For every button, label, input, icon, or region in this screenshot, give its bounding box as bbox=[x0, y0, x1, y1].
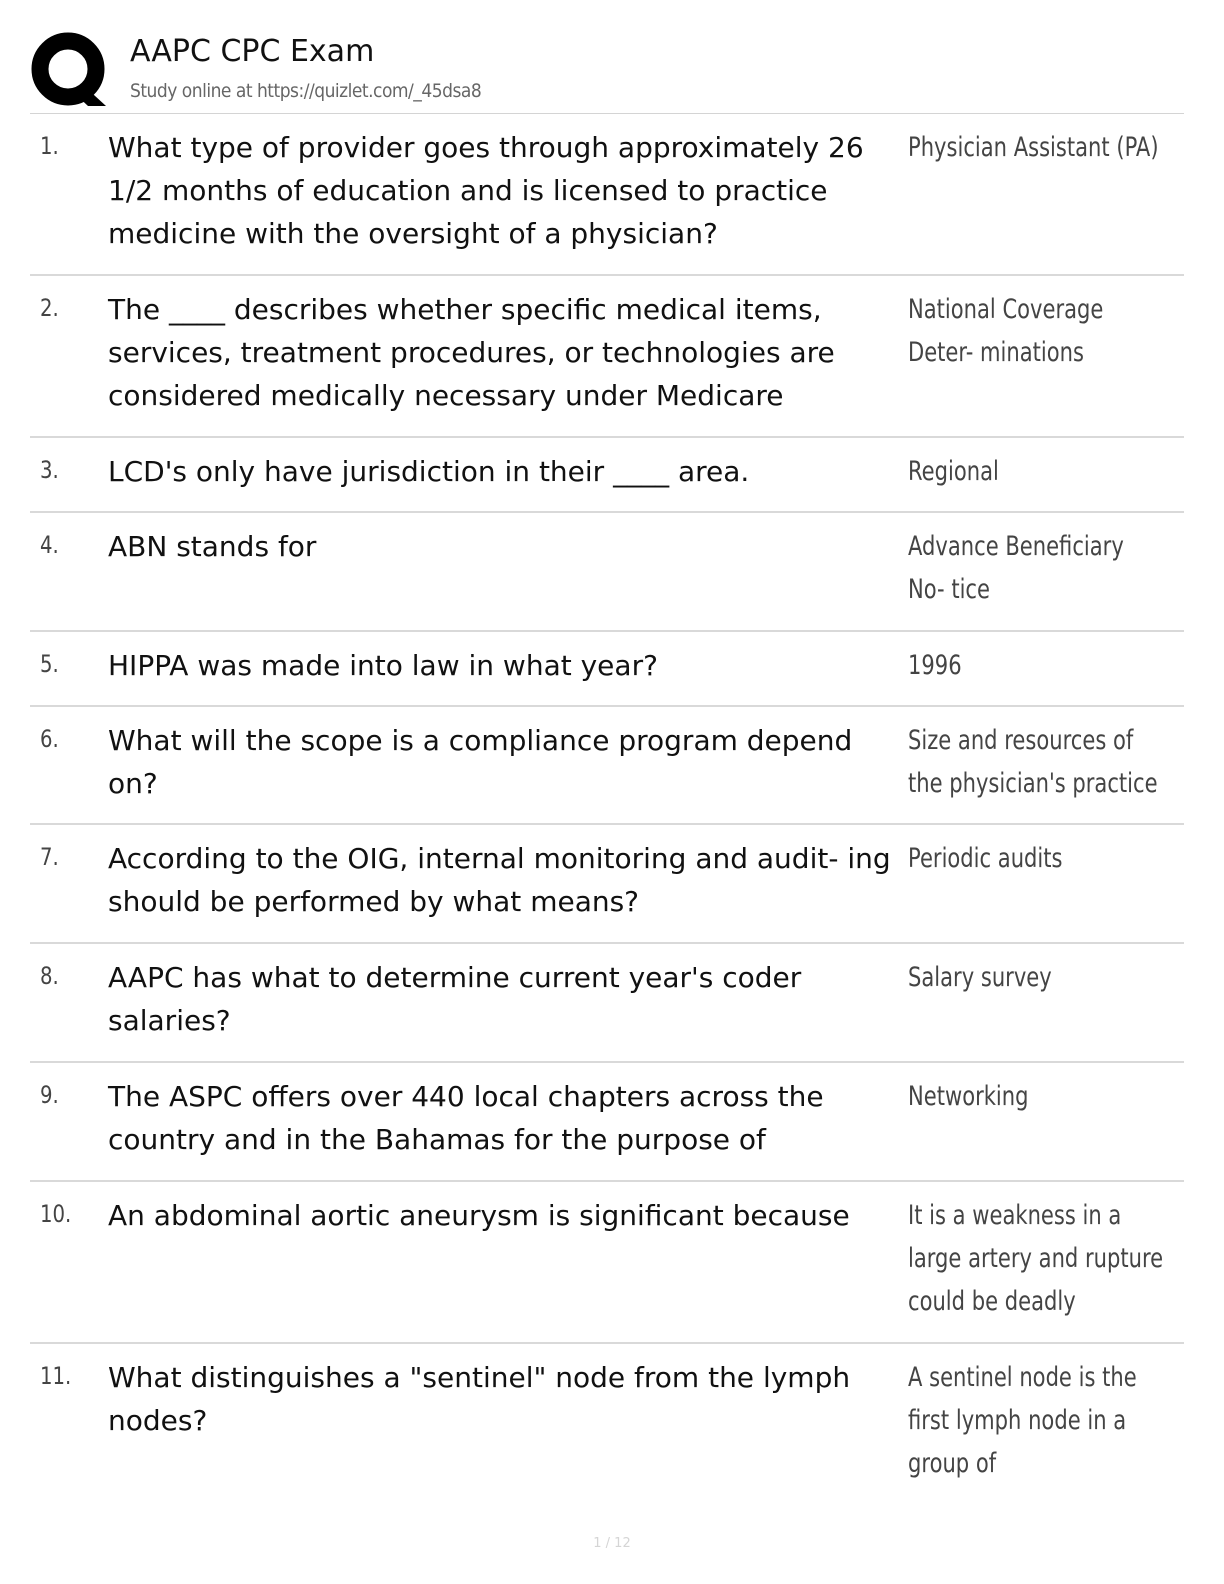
card-term: What type of provider goes through approximately 26 1/2 months of education and is licensed to practice medicine with the oversight of a physician? bbox=[108, 131, 864, 250]
card-number: 4. bbox=[40, 531, 59, 559]
document-header bbox=[30, 28, 1184, 112]
card-definition: Periodic audits bbox=[908, 843, 1063, 874]
card-number: 1. bbox=[40, 132, 59, 160]
card-term: ABN stands for bbox=[108, 530, 317, 563]
card-term: The ____ describes whether specific medical items, services, treatment procedures, or technologies are considered medically necessary under Medicare bbox=[108, 293, 835, 412]
card-number: 3. bbox=[40, 456, 59, 484]
card-definition: It is a weakness in a large artery and rupture could be deadly bbox=[908, 1200, 1164, 1317]
card-number: 11. bbox=[40, 1362, 72, 1390]
flashcard-row bbox=[30, 513, 1184, 632]
page-number: 1 / 12 bbox=[593, 1536, 631, 1551]
document-title: AAPC CPC Exam bbox=[130, 34, 375, 69]
card-definition: Advance Beneficiary No- tice bbox=[908, 531, 1124, 605]
flashcard-row bbox=[30, 825, 1184, 944]
flashcard-row bbox=[30, 114, 1184, 276]
card-definition: 1996 bbox=[908, 650, 962, 681]
card-term: According to the OIG, internal monitoring and audit- ing should be performed by what means? bbox=[108, 842, 891, 918]
study-online-link[interactable]: Study online at https://quizlet.com/_45dsa8 bbox=[130, 80, 482, 102]
card-definition: Size and resources of the physician's practice bbox=[908, 725, 1158, 799]
card-number: 10. bbox=[40, 1200, 72, 1228]
flashcard-list bbox=[30, 114, 1184, 1479]
card-term: What will the scope is a compliance program depend on? bbox=[108, 724, 853, 800]
card-term: What distinguishes a "sentinel" node from the lymph nodes? bbox=[108, 1361, 851, 1437]
flashcard-row bbox=[30, 1344, 1184, 1479]
flashcard-row bbox=[30, 632, 1184, 707]
flashcard-row bbox=[30, 438, 1184, 513]
flashcard-row bbox=[30, 276, 1184, 438]
card-number: 2. bbox=[40, 294, 59, 322]
card-definition: A sentinel node is the first lymph node in a group of bbox=[908, 1362, 1137, 1479]
quizlet-q-logo-icon bbox=[30, 30, 110, 110]
card-definition: Physician Assistant (PA) bbox=[908, 132, 1159, 163]
card-definition: Networking bbox=[908, 1081, 1029, 1112]
card-term: The ASPC offers over 440 local chapters across the country and in the Bahamas for the purpose of bbox=[108, 1080, 824, 1156]
card-term: HIPPA was made into law in what year? bbox=[108, 649, 658, 682]
card-number: 5. bbox=[40, 650, 59, 678]
flashcard-row bbox=[30, 944, 1184, 1063]
card-term: An abdominal aortic aneurysm is significant because bbox=[108, 1199, 850, 1232]
card-number: 7. bbox=[40, 843, 59, 871]
flashcard-row bbox=[30, 707, 1184, 825]
card-definition: Regional bbox=[908, 456, 999, 487]
card-number: 8. bbox=[40, 962, 59, 990]
card-term: AAPC has what to determine current year's coder salaries? bbox=[108, 961, 802, 1037]
card-number: 6. bbox=[40, 725, 59, 753]
card-number: 9. bbox=[40, 1081, 59, 1109]
card-term: LCD's only have jurisdiction in their ____ area. bbox=[108, 455, 750, 488]
card-definition: National Coverage Deter- minations bbox=[908, 294, 1104, 368]
flashcard-row bbox=[30, 1182, 1184, 1344]
flashcard-row bbox=[30, 1063, 1184, 1182]
card-definition: Salary survey bbox=[908, 962, 1052, 993]
